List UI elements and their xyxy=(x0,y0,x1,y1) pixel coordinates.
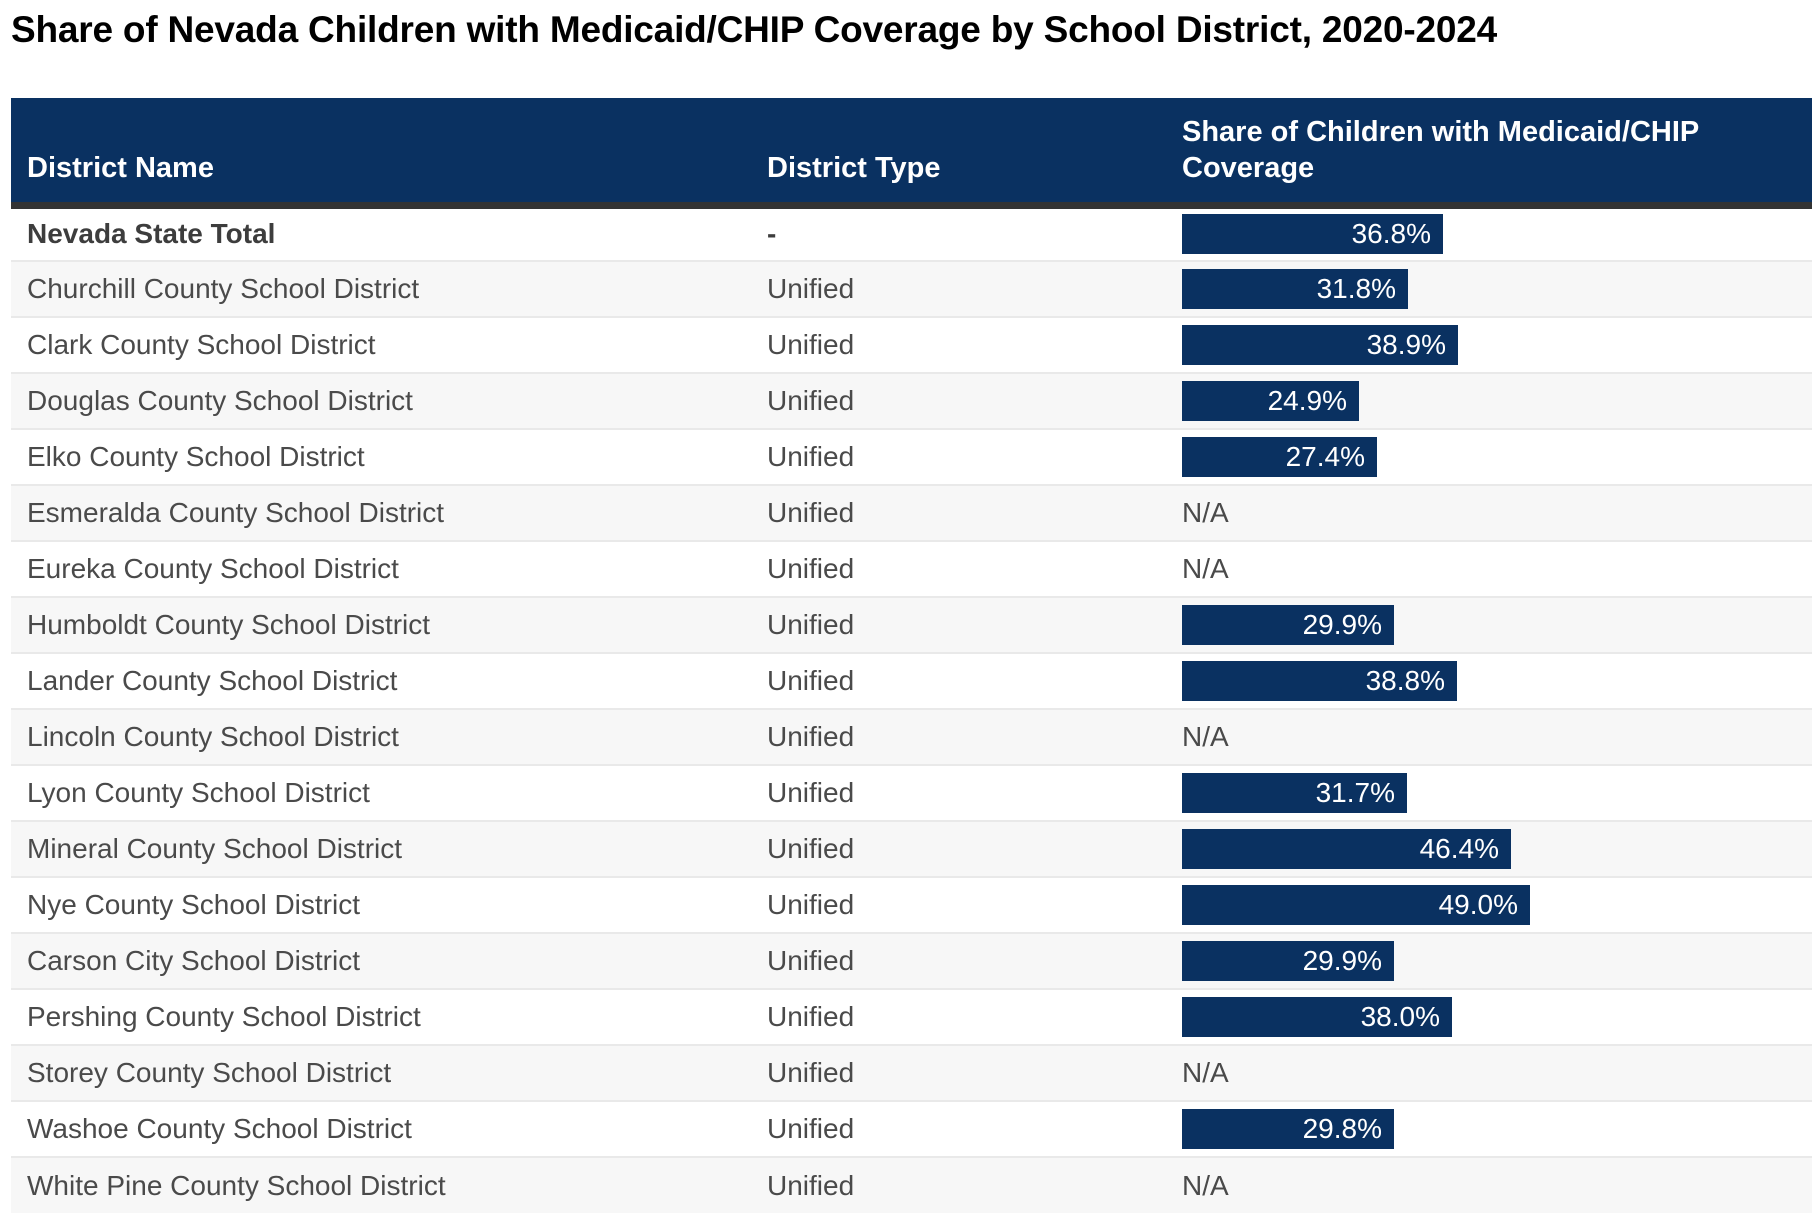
district-name-cell: Carson City School District xyxy=(11,933,755,989)
district-name-cell: Churchill County School District xyxy=(11,261,755,317)
district-name-cell: Nevada State Total xyxy=(27,218,276,250)
share-cell xyxy=(1172,429,1812,485)
district-name-cell: Humboldt County School District xyxy=(11,597,755,653)
share-value-label: 38.9% xyxy=(1366,329,1446,360)
district-type-cell: - xyxy=(767,218,777,250)
share-cell xyxy=(1172,653,1812,709)
share-cell xyxy=(1172,261,1812,317)
share-cell xyxy=(1172,597,1812,653)
share-cell xyxy=(1172,709,1812,765)
share-bar xyxy=(1182,941,1394,981)
district-type-cell: Unified xyxy=(755,933,1172,989)
table-row xyxy=(11,989,1812,1045)
share-na-label: N/A xyxy=(1182,553,1229,584)
share-value-label: 38.0% xyxy=(1360,1001,1440,1032)
district-type-cell: Unified xyxy=(755,877,1172,933)
col-header-district-name: District Name xyxy=(11,98,755,205)
table-row xyxy=(11,1045,1812,1101)
share-bar xyxy=(1182,997,1452,1037)
district-name-cell: Lander County School District xyxy=(11,653,755,709)
table-row xyxy=(11,933,1812,989)
share-bar xyxy=(1182,269,1408,309)
district-type-cell: Unified xyxy=(755,485,1172,541)
district-type-cell: Unified xyxy=(755,429,1172,485)
district-type-cell: Unified xyxy=(755,653,1172,709)
header-row xyxy=(11,98,1812,205)
share-cell xyxy=(1172,317,1812,373)
share-bar xyxy=(1182,773,1407,813)
district-type-cell: Unified xyxy=(755,709,1172,765)
share-bar xyxy=(1182,437,1377,477)
share-value-label: 36.8% xyxy=(1351,218,1431,250)
district-type-cell: Unified xyxy=(755,1157,1172,1213)
table-row xyxy=(11,429,1812,485)
table-row xyxy=(11,541,1812,597)
district-type-cell: Unified xyxy=(755,373,1172,429)
district-name-cell: Clark County School District xyxy=(11,317,755,373)
district-type-cell: Unified xyxy=(755,1101,1172,1157)
table-row xyxy=(11,821,1812,877)
col-header-district-type: District Type xyxy=(755,98,1172,205)
share-value-label: 49.0% xyxy=(1438,889,1518,920)
district-name-cell: White Pine County School District xyxy=(11,1157,755,1213)
table-row xyxy=(11,1101,1812,1157)
share-value-label: 29.9% xyxy=(1302,945,1382,976)
share-bar xyxy=(1182,605,1394,645)
share-bar xyxy=(1182,214,1443,254)
share-na-label: N/A xyxy=(1182,1057,1229,1088)
district-name-cell: Pershing County School District xyxy=(11,989,755,1045)
share-cell xyxy=(1172,821,1812,877)
page-title: Share of Nevada Children with Medicaid/CHIP Coverage by School District, 2020-2024 xyxy=(11,9,1498,50)
table-row xyxy=(11,485,1812,541)
share-value-label: 29.9% xyxy=(1302,609,1382,640)
share-bar xyxy=(1182,325,1458,365)
share-cell xyxy=(1172,989,1812,1045)
table-row xyxy=(11,373,1812,429)
share-cell xyxy=(1172,1101,1812,1157)
district-name-cell: Douglas County School District xyxy=(11,373,755,429)
share-value-label: 46.4% xyxy=(1419,833,1499,864)
district-name-cell: Eureka County School District xyxy=(11,541,755,597)
share-cell xyxy=(1172,765,1812,821)
share-value-label: 24.9% xyxy=(1267,385,1347,416)
table-row xyxy=(11,765,1812,821)
share-value-label: 29.8% xyxy=(1302,1113,1382,1144)
share-na-label: N/A xyxy=(1182,721,1229,752)
share-cell xyxy=(1172,485,1812,541)
district-name-cell: Storey County School District xyxy=(11,1045,755,1101)
share-value-label: 31.8% xyxy=(1316,273,1396,304)
share-na-label: N/A xyxy=(1182,497,1229,528)
table-row xyxy=(11,317,1812,373)
col-header-share: Share of Children with Medicaid/CHIP Coverage xyxy=(1172,98,1812,205)
share-cell xyxy=(1172,541,1812,597)
share-bar xyxy=(1182,381,1359,421)
district-type-cell: Unified xyxy=(755,541,1172,597)
table-row xyxy=(11,709,1812,765)
share-cell xyxy=(1172,933,1812,989)
district-type-cell: Unified xyxy=(755,821,1172,877)
share-value-label: 27.4% xyxy=(1285,441,1365,472)
share-bar xyxy=(1182,661,1457,701)
district-name-cell: Nye County School District xyxy=(11,877,755,933)
table-row xyxy=(11,653,1812,709)
share-cell xyxy=(1172,1157,1812,1213)
district-name-cell: Esmeralda County School District xyxy=(11,485,755,541)
share-na-label: N/A xyxy=(1182,1169,1229,1201)
district-name-cell: Lincoln County School District xyxy=(11,709,755,765)
table-row xyxy=(11,1157,1812,1213)
district-type-cell: Unified xyxy=(755,1045,1172,1101)
district-name-cell: Lyon County School District xyxy=(11,765,755,821)
table-row xyxy=(11,205,1812,261)
district-type-cell: Unified xyxy=(755,765,1172,821)
share-cell xyxy=(1172,1045,1812,1101)
district-type-cell: Unified xyxy=(755,597,1172,653)
share-bar xyxy=(1182,885,1530,925)
table-row xyxy=(11,877,1812,933)
coverage-table xyxy=(11,98,1812,1213)
district-name-cell: Mineral County School District xyxy=(11,821,755,877)
share-bar xyxy=(1182,1109,1394,1149)
share-bar xyxy=(1182,829,1511,869)
table-row xyxy=(11,597,1812,653)
share-value-label: 31.7% xyxy=(1315,777,1395,808)
district-type-cell: Unified xyxy=(755,261,1172,317)
district-type-cell: Unified xyxy=(755,317,1172,373)
share-cell xyxy=(1172,877,1812,933)
share-value-label: 38.8% xyxy=(1365,665,1445,696)
district-type-cell: Unified xyxy=(755,989,1172,1045)
district-name-cell: Elko County School District xyxy=(11,429,755,485)
table-row xyxy=(11,261,1812,317)
district-name-cell: Washoe County School District xyxy=(11,1101,755,1157)
share-cell xyxy=(1172,373,1812,429)
share-cell xyxy=(1172,205,1812,261)
